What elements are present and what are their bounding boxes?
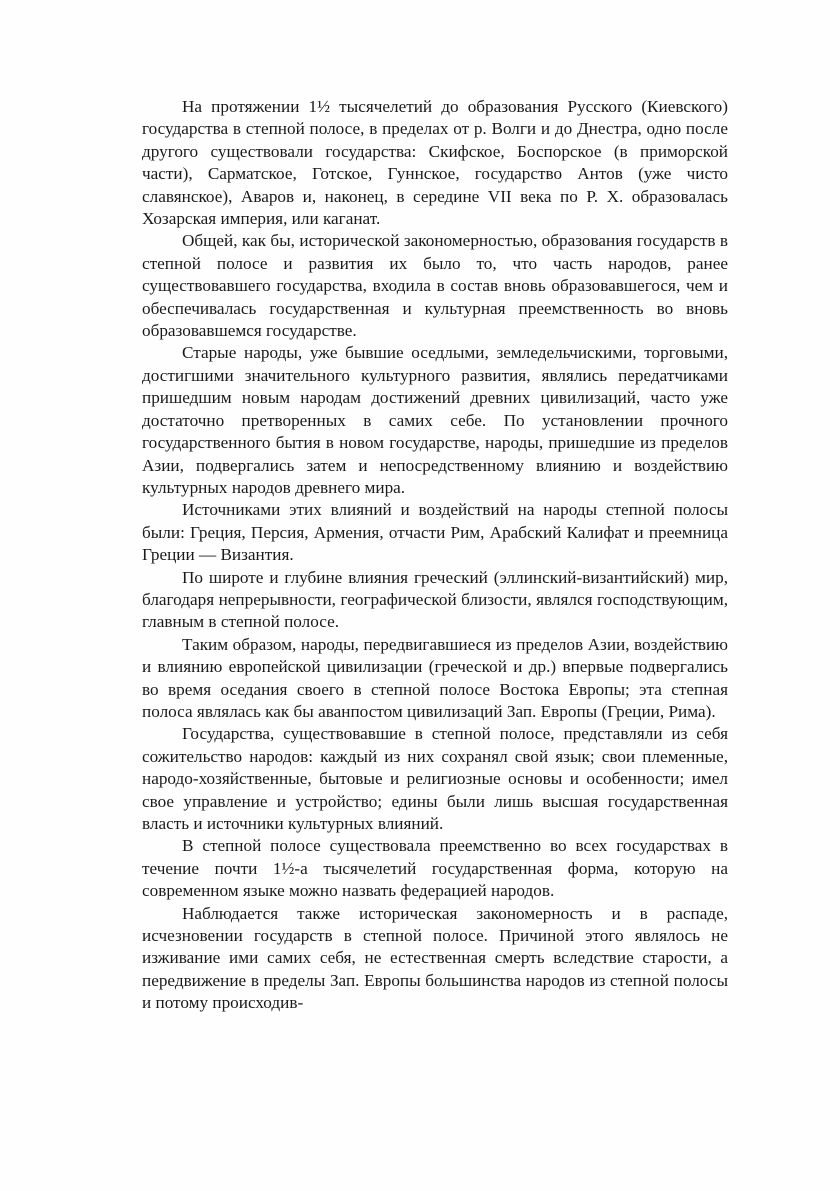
paragraph-9: Наблюдается также историческая закономерность и в распаде, исчезновении государств в степной полосе. Причиной этого являлось не изживание ими самих себя, не естественная смерть вследствие старости, а передвижение в пределы Зап. Европы большинства народов из степной полосы и потому происходив- bbox=[142, 903, 728, 1013]
paragraph-4: Источниками этих влияний и воздействий на народы степной полосы были: Греция, Персия, Армения, отчасти Рим, Арабский Калифат и преемница Греции — Византия. bbox=[142, 500, 728, 565]
paragraph-7: Государства, существовавшие в степной полосе, представляли из себя сожительство народов: каждый из них сохранял свой язык; свои племенные, народо-хозяйственные, бытовые и религиозные основы и особенности; имел свое управление и устройство; едины были лишь высшая государственная власть и источники культурных влияний. bbox=[142, 724, 728, 833]
paragraph-3: Старые народы, уже бывшие оседлыми, земледельчискими, торговыми, достигшими значительного культурного развития, являлись передатчиками пришедшим новым народам достижений древних цивилизаций, часто уже достаточно претворенных в самих себе. По установлении прочного государственного бытия в новом государстве, народы, пришедшие из пределов Азии, подвергались затем и непосредственному влиянию и воздействию культурных народов древнего мира. bbox=[142, 343, 728, 497]
paragraph-8: В степной полосе существовала преемственно во всех государствах в течение почти 1½-а тысячелетий государственная форма, которую на современном языке можно назвать федерацией народов. bbox=[142, 836, 728, 901]
paragraph-5: По широте и глубине влияния греческий (эллинский-византийский) мир, благодаря непрерывности, географической близости, являлся господствующим, главным в степной полосе. bbox=[142, 567, 728, 632]
paragraph-2: Общей, как бы, исторической закономерностью, образования государств в степной полосе и развития их было то, что часть народов, ранее существовавшего государства, входила в состав вновь образовавшегося, чем и обеспечивалась государственная и культурная преемственность во вновь образовавшемся государстве. bbox=[142, 231, 728, 341]
body-text bbox=[142, 96, 728, 1015]
paragraph-6: Таким образом, народы, передвигавшиеся из пределов Азии, воздействию и влиянию европейской цивилизации (греческой и др.) впервые подвергались во время оседания своего в степной полосе Востока Европы; эта степная полоса являлась как бы аванпостом цивилизаций Зап. Европы (Греции, Рима). bbox=[142, 634, 728, 721]
paragraph-1: На протяжении 1½ тысячелетий до образования Русского (Киевского) государства в степной полосе, в пределах от р. Волги и до Днестра, одно после другого существовали государства: Скифское, Боспорское (в приморской части), Сарматское, Готское, Гуннское, государство Антов (уже чисто славянское), Аваров и, наконец, в середине VII века по Р. Х. образовалась Хозарская империя, или каганат. bbox=[142, 97, 728, 229]
